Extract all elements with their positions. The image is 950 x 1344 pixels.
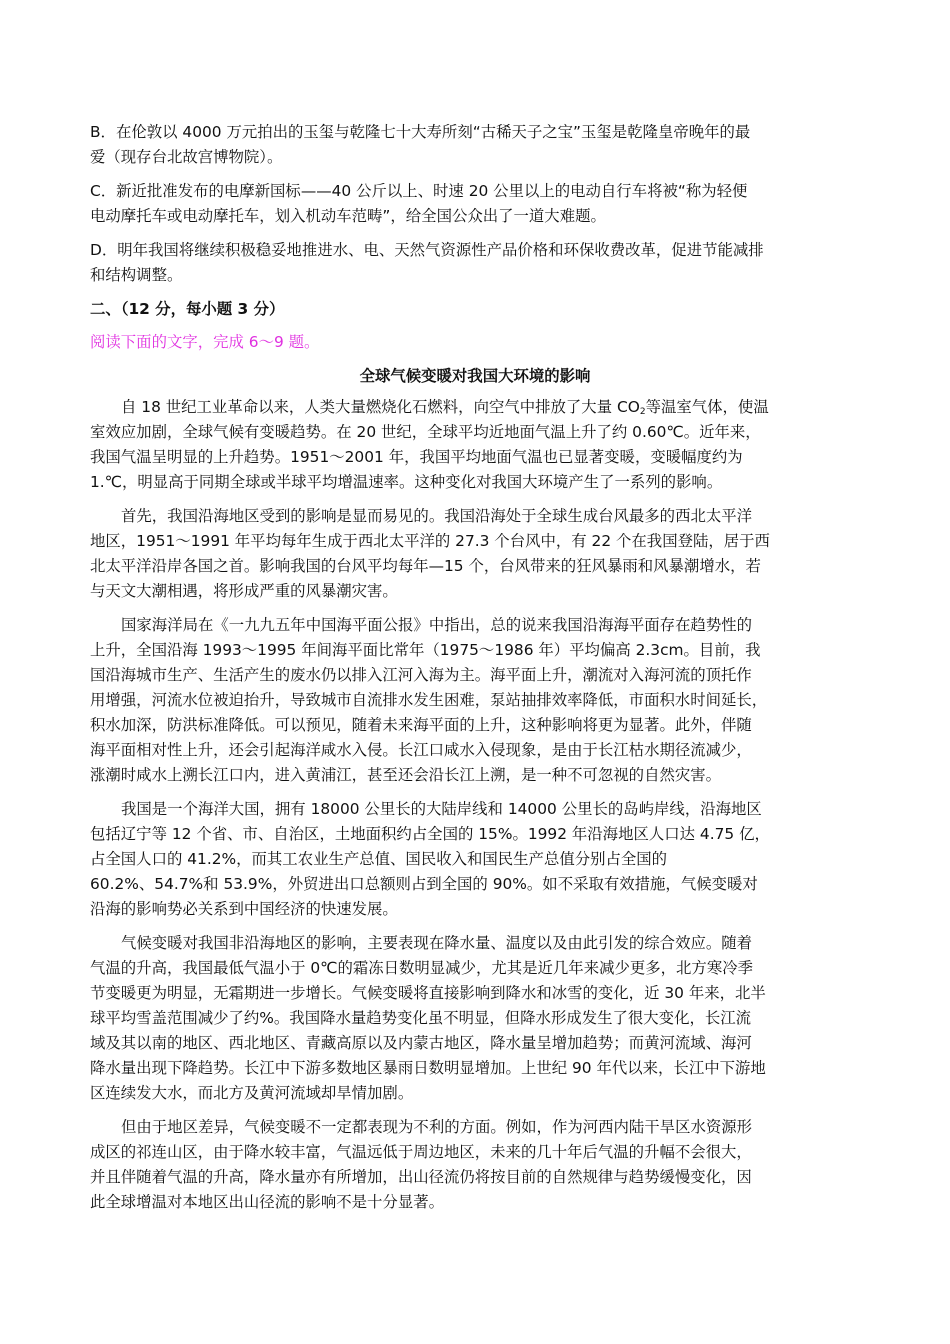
option-c — [90, 179, 860, 229]
document-page — [90, 120, 860, 1224]
option-d-line-1: D．明年我国将继续积极稳妥地推进水、电、天然气资源性产品价格和环保收费改革，促进节能减排 — [90, 241, 764, 259]
paragraph-3-line: 用增强，河流水位被迫抬升，导致城市自流排水发生困难，泵站抽排效率降低，市面积水时间延长， — [90, 691, 768, 709]
paragraph-6-line: 但由于地区差异，气候变暖不一定都表现为不利的方面。例如，作为河西内陆干旱区水资源形 — [121, 1118, 753, 1136]
paragraph-6-line: 并且伴随着气温的升高，降水量亦有所增加，出山径流仍将按目前的自然规律与趋势缓慢变化，因 — [90, 1168, 752, 1186]
paragraph-2-line: 首先，我国沿海地区受到的影响是显而易见的。我国沿海处于全球生成台风最多的西北太平洋 — [121, 507, 753, 525]
option-b-line-1: B．在伦敦以 4000 万元拍出的玉玺与乾隆七十大寿所刻“古稀天子之宝”玉玺是乾隆皇帝晚年的最 — [90, 123, 751, 141]
paragraph-3-line: 国沿海城市生产、生活产生的废水仍以排入江河入海为主。海平面上升，潮流对入海河流的顶托作 — [90, 666, 752, 684]
option-b — [90, 120, 860, 170]
paragraph-1-line: 1.℃，明显高于同期全球或半球平均增温速率。这种变化对我国大环境产生了一系列的影响。 — [90, 473, 723, 491]
paragraph-1-line-1 — [90, 395, 860, 420]
paragraph-3 — [90, 613, 860, 788]
paragraph-1 — [90, 395, 860, 495]
paragraph-2 — [90, 504, 860, 604]
paragraph-5-line: 气温的升高，我国最低气温小于 0℃的霜冻日数明显减少，尤其是近几年来减少更多，北方寒冷季 — [90, 959, 753, 977]
paragraph-2-line: 与天文大潮相遇，将形成严重的风暴潮灾害。 — [90, 582, 398, 600]
paragraph-4-line: 包括辽宁等 12 个省、市、自治区，土地面积约占全国的 15%。1992 年沿海地区人口达 4.75 亿， — [90, 825, 770, 843]
section-heading: 二、（12 分，每小题 3 分） — [90, 300, 285, 318]
option-c-line-2: 电动摩托车或电动摩托车，划入机动车范畴”，给全国公众出了一道大难题。 — [90, 207, 606, 225]
paragraph-5 — [90, 931, 860, 1106]
paragraph-3-line: 积水加深，防洪标准降低。可以预见，随着未来海平面的上升，这种影响将更为显著。此外，伴随 — [90, 716, 752, 734]
paragraph-1-line: 室效应加剧，全球气候有变暖趋势。在 20 世纪，全球平均近地面气温上升了约 0.60℃。近年来， — [90, 423, 761, 441]
paragraph-2-line: 北太平洋沿岸各国之首。影响我国的台风平均每年—15 个，台风带来的狂风暴雨和风暴潮增水，若 — [90, 557, 761, 575]
paragraph-5-line: 节变暖更为明显，无霜期进一步增长。气候变暖将直接影响到降水和冰雪的变化，近 30 年来，北半 — [90, 984, 766, 1002]
paragraph-4-line: 60.2%、54.7%和 53.9%，外贸进出口总额则占到全国的 90%。如不采取有效措施，气候变暖对 — [90, 875, 758, 893]
option-d — [90, 238, 860, 288]
paragraph-3-line: 海平面相对性上升，还会引起海洋咸水入侵。长江口咸水入侵现象，是由于长江枯水期径流减少， — [90, 741, 752, 759]
paragraph-6-line: 此全球增温对本地区出山径流的影响不是十分显著。 — [90, 1193, 444, 1211]
article-title: 全球气候变暖对我国大环境的影响 — [359, 367, 591, 385]
paragraph-3-line: 国家海洋局在《一九九五年中国海平面公报》中指出，总的说来我国沿海海平面存在趋势性的 — [121, 616, 753, 634]
paragraph-2-line: 地区，1951～1991 年平均每年生成于西北太平洋的 27.3 个台风中，有 22 个在我国登陆，居于西 — [90, 532, 770, 550]
paragraph-5-line: 区连续发大水，而北方及黄河流域却旱情加剧。 — [90, 1084, 414, 1102]
option-d-line-2: 和结构调整。 — [90, 266, 183, 284]
option-c-line-1: C．新近批准发布的电摩新国标——40 公斤以上、时速 20 公里以上的电动自行车将被“称为轻便 — [90, 182, 748, 200]
co2-subscript: 2 — [639, 407, 646, 417]
paragraph-1-line: 我国气温呈明显的上升趋势。1951～2001 年，我国平均地面气温也已显著变暖，变暖幅度约为 — [90, 448, 743, 466]
paragraph-6-line: 成区的祁连山区，由于降水较丰富，气温远低于周边地区，未来的几十年后气温的升幅不会很大， — [90, 1143, 752, 1161]
paragraph-1-line-1-post: 等温室气体，使温 — [645, 398, 769, 416]
paragraph-4-line: 我国是一个海洋大国，拥有 18000 公里长的大陆岸线和 14000 公里长的岛屿岸线，沿海地区 — [121, 800, 762, 818]
paragraph-5-line: 气候变暖对我国非沿海地区的影响，主要表现在降水量、温度以及由此引发的综合效应。随着 — [121, 934, 753, 952]
paragraph-5-line: 降水量出现下降趋势。长江中下游多数地区暴雨日数明显增加。上世纪 90 年代以来，长江中下游地 — [90, 1059, 766, 1077]
paragraph-3-line: 上升，全国沿海 1993～1995 年间海平面比常年（1975～1986 年）平均偏高 2.3cm。目前，我 — [90, 641, 761, 659]
paragraph-6 — [90, 1115, 860, 1215]
paragraph-5-line: 域及其以南的地区、西北地区、青藏高原以及内蒙古地区，降水量呈增加趋势；而黄河流域、海河 — [90, 1034, 752, 1052]
paragraph-4 — [90, 797, 860, 922]
paragraph-4-line: 沿海的影响势必关系到中国经济的快速发展。 — [90, 900, 398, 918]
paragraph-1-line-1-pre: 自 18 世纪工业革命以来，人类大量燃烧化石燃料，向空气中排放了大量 CO — [121, 398, 640, 416]
paragraph-4-line: 占全国人口的 41.2%，而其工农业生产总值、国民收入和国民生产总值分别占全国的 — [90, 850, 668, 868]
option-b-line-2: 爱（现存台北故宫博物院）。 — [90, 148, 283, 166]
paragraph-3-line: 涨潮时咸水上溯长江口内，进入黄浦江，甚至还会沿长江上溯，是一种不可忽视的自然灾害。 — [90, 766, 722, 784]
paragraph-5-line: 球平均雪盖范围减少了约%。我国降水量趋势变化虽不明显，但降水形成发生了很大变化，长江流 — [90, 1009, 752, 1027]
reading-instruction: 阅读下面的文字，完成 6～9 题。 — [90, 333, 320, 351]
